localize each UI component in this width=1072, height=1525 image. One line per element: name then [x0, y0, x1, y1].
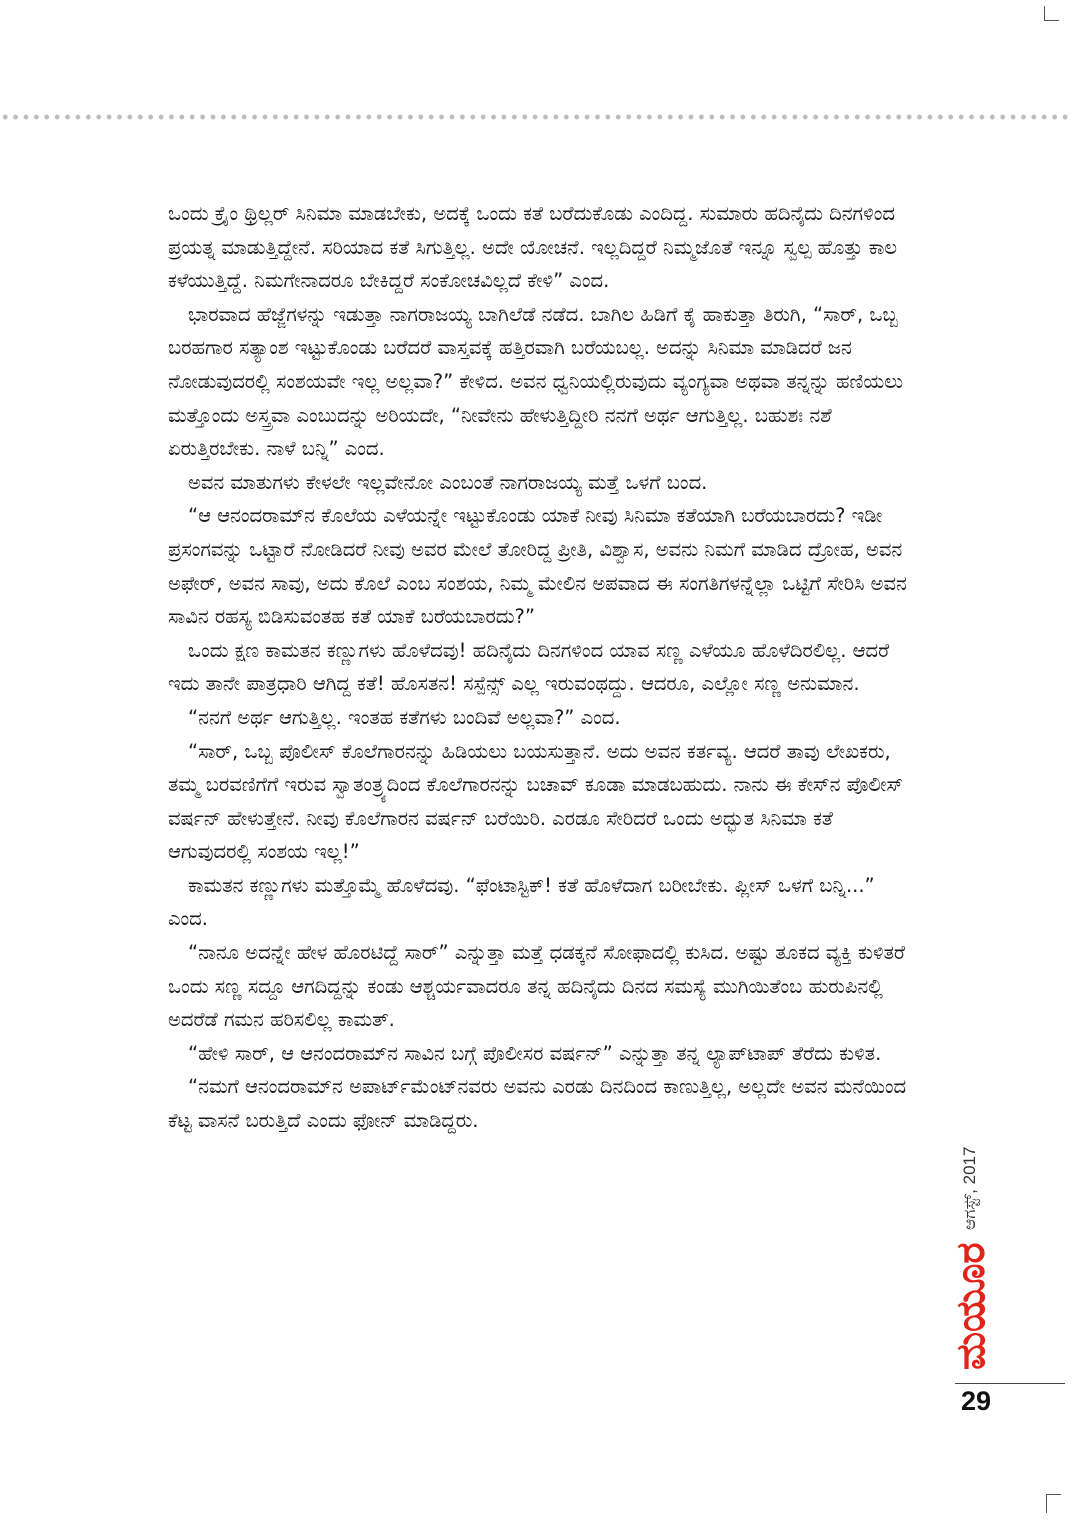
folio-rule	[955, 1383, 1065, 1384]
paragraph: ಒಂದು ಕ್ಷಣ ಕಾಮತನ ಕಣ್ಣುಗಳು ಹೊಳೆದವು! ಹದಿನೈದು ದಿನಗಳಿಂದ ಯಾವ ಸಣ್ಣ ಎಳೆಯೂ ಹೊಳೆದಿರಲಿಲ್ಲ. ಆದರೆ ಇದು ತಾನೇ ಪಾತ್ರಧಾರಿ ಆಗಿದ್ದ ಕತೆ! ಹೊಸತನ! ಸಸ್ಪೆನ್ಸ್ ಎಲ್ಲ ಇರುವಂಥದ್ದು. ಆದರೂ, ಎಲ್ಲೋ ಸಣ್ಣ ಅನುಮಾನ.	[168, 638, 890, 696]
paragraph: “ಆ ಆನಂದರಾಮ್‌ನ ಕೊಲೆಯ ಎಳೆಯನ್ನೇ ಇಟ್ಟುಕೊಂಡು ಯಾಕೆ ನೀವು ಸಿನಿಮಾ ಕತೆಯಾಗಿ ಬರೆಯಬಾರದು? ಇಡೀ ಪ್ರಸಂಗವನ್ನು ಒಟ್ಟಾರೆ ನೋಡಿದರೆ ನೀವು ಅವರ ಮೇಲೆ ತೋರಿದ್ದ ಪ್ರೀತಿ, ವಿಶ್ವಾಸ, ಅವನು ನಿಮಗೆ ಮಾಡಿದ ದ್ರೋಹ, ಅವನ ಅಫೇರ್, ಅವನ ಸಾವು, ಅದು ಕೊಲೆ ಎಂಬ ಸಂಶಯ, ನಿಮ್ಮ ಮೇಲಿನ ಅಪವಾದ ಈ ಸಂಗತಿಗಳನ್ನೆಲ್ಲಾ ಒಟ್ಟಿಗೆ ಸೇರಿಸಿ ಅವನ ಸಾವಿನ ರಹಸ್ಯ ಬಿಡಿಸುವಂತಹ ಕತೆ ಯಾಕೆ ಬರೆಯಬಾರದು?”	[168, 504, 907, 629]
page-number: 29	[961, 1386, 992, 1416]
paragraph: “ನಾನೂ ಅದನ್ನೇ ಹೇಳ ಹೊರಟಿದ್ದೆ ಸಾರ್” ಎನ್ನುತ್ತಾ ಮತ್ತೆ ಧಡಕ್ಕನೆ ಸೋಫಾದಲ್ಲಿ ಕುಸಿದ. ಅಷ್ಟು ತೂಕದ ವ್ಯಕ್ತಿ ಕುಳಿತರೆ ಒಂದು ಸಣ್ಣ ಸದ್ದೂ ಆಗದಿದ್ದನ್ನು ಕಂಡು ಆಶ್ಚರ್ಯವಾದರೂ ತನ್ನ ಹದಿನೈದು ದಿನದ ಸಮಸ್ಯೆ ಮುಗಿಯಿತೆಂಬ ಹುರುಪಿನಲ್ಲಿ ಅದರೆಡೆ ಗಮನ ಹರಿಸಲಿಲ್ಲ ಕಾಮತ್.	[168, 941, 906, 1032]
paragraph: “ಸಾರ್, ಒಬ್ಬ ಪೊಲೀಸ್ ಕೊಲೆಗಾರನನ್ನು ಹಿಡಿಯಲು ಬಯಸುತ್ತಾನೆ. ಅದು ಅವನ ಕರ್ತವ್ಯ. ಆದರೆ ತಾವು ಲೇಖಕರು, ತಮ್ಮ ಬರವಣಿಗೆಗೆ ಇರುವ ಸ್ವಾತಂತ್ರ್ಯದಿಂದ ಕೊಲೆಗಾರನನ್ನು ಬಚಾವ್ ಕೂಡಾ ಮಾಡಬಹುದು. ನಾನು ಈ ಕೇಸ್‌ನ ಪೊಲೀಸ್ ವರ್ಷನ್ ಹೇಳುತ್ತೇನೆ. ನೀವು ಕೊಲೆಗಾರನ ವರ್ಷನ್ ಬರೆಯಿರಿ. ಎರಡೂ ಸೇರಿದರೆ ಒಂದು ಅದ್ಭುತ ಸಿನಿಮಾ ಕತೆ ಆಗುವುದರಲ್ಲಿ ಸಂಶಯ ಇಲ್ಲ!”	[168, 739, 904, 864]
issue-date: ಆಗಸ್ಟ್, 2017	[960, 1146, 979, 1230]
dotted-divider	[0, 114, 1072, 120]
paragraph: ಭಾರವಾದ ಹೆಜ್ಜೆಗಳನ್ನು ಇಡುತ್ತಾ ನಾಗರಾಜಯ್ಯ ಬಾಗಿಲೆಡೆ ನಡೆದ. ಬಾಗಿಲ ಹಿಡಿಗೆ ಕೈ ಹಾಕುತ್ತಾ ತಿರುಗಿ, “ಸಾರ್, ಒಬ್ಬ ಬರಹಗಾರ ಸತ್ಯಾಂಶ ಇಟ್ಟುಕೊಂಡು ಬರೆದರೆ ವಾಸ್ತವಕ್ಕೆ ಹತ್ತಿರವಾಗಿ ಬರೆಯಬಲ್ಲ. ಅದನ್ನು ಸಿನಿಮಾ ಮಾಡಿದರೆ ಜನ ನೋಡುವುದರಲ್ಲಿ ಸಂಶಯವೇ ಇಲ್ಲ ಅಲ್ಲವಾ?” ಕೇಳಿದ. ಅವನ ಧ್ವನಿಯಲ್ಲಿರುವುದು ವ್ಯಂಗ್ಯವಾ ಅಥವಾ ತನ್ನನ್ನು ಹಣಿಯಲು ಮತ್ತೊಂದು ಅಸ್ತ್ರವಾ ಎಂಬುದನ್ನು ಅರಿಯದೇ, “ನೀವೇನು ಹೇಳುತ್ತಿದ್ದೀರಿ ನನಗೆ ಅರ್ಥ ಆಗುತ್ತಿಲ್ಲ. ಬಹುಶಃ ನಶೆ ಏರುತ್ತಿರಬೇಕು. ನಾಳೆ ಬನ್ನಿ” ಎಂದ.	[168, 302, 904, 461]
story-body	[168, 197, 913, 1138]
paragraph: “ನನಗೆ ಅರ್ಥ ಆಗುತ್ತಿಲ್ಲ. ಇಂತಹ ಕತೆಗಳು ಬಂದಿವೆ ಅಲ್ಲವಾ?” ಎಂದ.	[188, 705, 621, 729]
crop-mark-bottom-right	[1046, 1494, 1061, 1513]
paragraph: ಕಾಮತನ ಕಣ್ಣುಗಳು ಮತ್ತೊಮ್ಮೆ ಹೊಳೆದವು. “ಫೆಂಟಾಸ್ಟಿಕ್! ಕತೆ ಹೊಳೆದಾಗ ಬರೀಬೇಕು. ಪ್ಲೀಸ್ ಒಳಗೆ ಬನ್ನಿ...” ಎಂದ.	[168, 873, 875, 931]
magazine-logo: ಮಯೂರ	[948, 1242, 994, 1370]
paragraph: “ನಮಗೆ ಆನಂದರಾಮ್‌ನ ಅಪಾರ್ಟ್‌ಮೆಂಟ್‌ನವರು ಅವನು ಎರಡು ದಿನದಿಂದ ಕಾಣುತ್ತಿಲ್ಲ, ಅಲ್ಲದೇ ಅವನ ಮನೆಯಿಂದ ಕೆಟ್ಟ ವಾಸನೆ ಬರುತ್ತಿದೆ ಎಂದು ಫೋನ್ ಮಾಡಿದ್ದರು.	[168, 1075, 907, 1133]
paragraph: ಅವನ ಮಾತುಗಳು ಕೇಳಲೇ ಇಲ್ಲವೇನೋ ಎಂಬಂತೆ ನಾಗರಾಜಯ್ಯ ಮತ್ತೆ ಒಳಗೆ ಬಂದ.	[188, 470, 708, 494]
paragraph: “ಹೇಳಿ ಸಾರ್, ಆ ಆನಂದರಾಮ್‌ನ ಸಾವಿನ ಬಗ್ಗೆ ಪೊಲೀಸರ ವರ್ಷನ್” ಎನ್ನುತ್ತಾ ತನ್ನ ಲ್ಯಾಪ್‌ಟಾಪ್ ತೆರೆದು ಕುಳಿತ.	[188, 1041, 882, 1065]
crop-mark-top-right	[1044, 6, 1059, 21]
paragraph: ಒಂದು ಕ್ರೈಂ ಥ್ರಿಲ್ಲರ್ ಸಿನಿಮಾ ಮಾಡಬೇಕು, ಅದಕ್ಕೆ ಒಂದು ಕತೆ ಬರೆದುಕೊಡು ಎಂದಿದ್ದ. ಸುಮಾರು ಹದಿನೈದು ದಿನಗಳಿಂದ ಪ್ರಯತ್ನ ಮಾಡುತ್ತಿದ್ದೇನೆ. ಸರಿಯಾದ ಕತೆ ಸಿಗುತ್ತಿಲ್ಲ. ಅದೇ ಯೋಚನೆ. ಇಲ್ಲದಿದ್ದರೆ ನಿಮ್ಮಜೊತೆ ಇನ್ನೂ ಸ್ವಲ್ಪ ಹೊತ್ತು ಕಾಲ ಕಳೆಯುತ್ತಿದ್ದೆ. ನಿಮಗೇನಾದರೂ ಬೇಕಿದ್ದರೆ ಸಂಕೋಚವಿಲ್ಲದೆ ಕೇಳಿ” ಎಂದ.	[168, 202, 898, 293]
